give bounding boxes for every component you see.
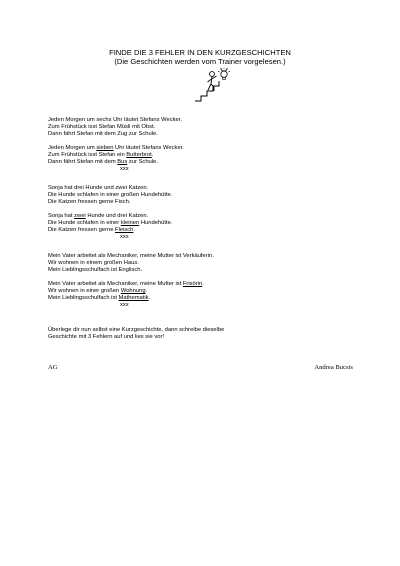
story-line: Dann fährt Stefan mit dem Zug zur Schule. <box>48 131 158 137</box>
story-separator: xxx <box>120 302 129 308</box>
story-line: Die Katzen fressen gerne Fisch. <box>48 199 131 205</box>
error-word: Bus <box>117 159 128 165</box>
story-line: Sonja hat drei Hunde und zwei Katzen. <box>48 185 149 191</box>
story-line: Jeden Morgen um sechs Uhr läutet Stefans Wecker. <box>48 117 182 123</box>
story-line: Mein Vater arbeitet als Mechaniker, meine Mutter ist Verkäuferin. <box>48 253 214 259</box>
story-separator: xxx <box>120 166 129 172</box>
error-word: sieben <box>96 145 114 151</box>
story-line-changed: Die Hunde schlafen in einer kleinen Hundehütte. <box>48 220 173 226</box>
story-line: Mein Lieblingsschulfach ist Englisch. <box>48 267 143 273</box>
story-line-changed: Die Katzen fressen gerne Fleisch. <box>48 227 136 233</box>
story-line-changed: Zum Frühstück isst Stefan ein Butterbrot. <box>48 152 154 158</box>
page-title: FINDE DIE 3 FEHLER IN DEN KURZGESCHICHTEN <box>109 48 291 57</box>
story-line-changed: Wir wohnen in einer großen Wohnung. <box>48 288 148 294</box>
page-subtitle: (Die Geschichten werden vom Trainer vorgelesen.) <box>114 57 286 66</box>
instruction-text: Überlege dir nun selbst eine Kurzgeschichte, dann schreibe dieselbe <box>48 327 225 333</box>
error-word: Fleisch <box>115 227 134 233</box>
story-line-changed: Sonja hat zwei Hunde und drei Katzen. <box>48 213 149 219</box>
story-line-changed: Jeden Morgen um sieben Uhr läutet Stefans Wecker. <box>48 145 184 151</box>
story-line: Zum Frühstück isst Stefan Müsli mit Obst. <box>48 124 156 130</box>
story-line-changed: Dann fährt Stefan mit dem Bus zur Schule. <box>48 159 158 165</box>
footer-left: AG <box>48 364 58 371</box>
error-word: zwei <box>74 213 86 219</box>
error-word: kleinen <box>120 220 140 226</box>
footer-author: Andrea Bucsis <box>314 364 353 371</box>
story-line: Wir wohnen in einem großen Haus. <box>48 260 139 266</box>
error-word: Mathematik <box>118 295 149 301</box>
error-word: Frisörin <box>182 281 203 287</box>
story-line: Die Hunde schlafen in einer großen Hundehütte. <box>48 192 173 198</box>
instruction-text: Geschichte mit 3 Fehlern auf und lies sie vor! <box>48 334 164 340</box>
error-word: Butterbrot <box>126 152 152 158</box>
error-word: Wohnung <box>120 288 146 294</box>
stick-figure-stairs-lightbulb-icon <box>193 68 231 102</box>
story-line-changed: Mein Vater arbeitet als Mechaniker, meine Mutter ist Frisörin. <box>48 281 204 287</box>
story-line-changed: Mein Lieblingsschulfach ist Mathematik. <box>48 295 151 301</box>
story-separator: xxx <box>120 234 129 240</box>
